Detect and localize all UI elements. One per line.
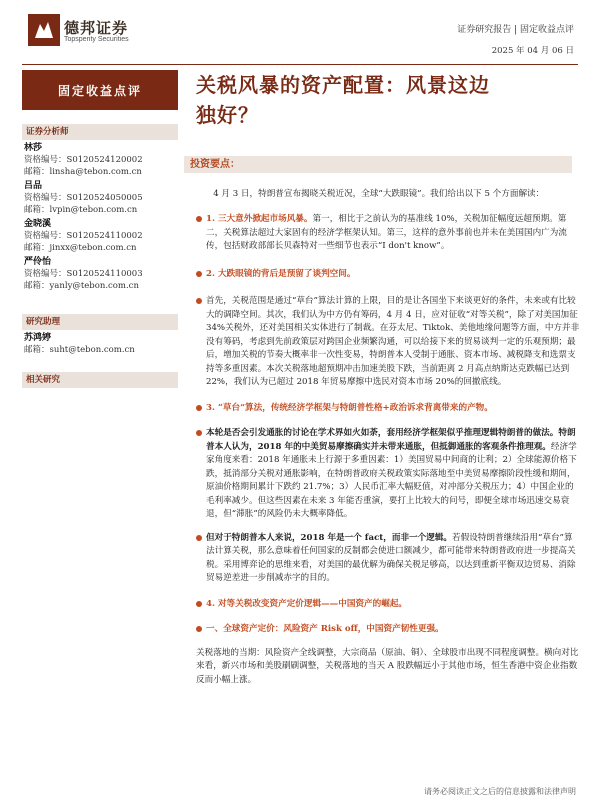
point-3-detail-a-body: 经济学家角度来看：2018 年通胀未上行源于多重因素：1）美国贸易中间商的让利；2）全球能源价格下跌，抵消部分关税对通胀影响，在特朗普政府关税政策实际落地至中美贸易摩擦阶段性缓和期间，原油价格期间累计下跌约 21.7%；3）人民币汇率大幅贬值，对冲部分关税压力；4）中国企业的毛利率减少。但这些因素在未来 3 年能否重演，要打上比较大的问号，即便全球市场迅速交易衰退，但“滞胀”的风险仍未大概率降低。 — [206, 441, 577, 519]
analyst-cert: 资格编号：S0120524110003 — [24, 269, 143, 279]
header-divider — [22, 64, 578, 65]
analyst-cert: 资格编号：S0120524120002 — [24, 155, 143, 165]
analyst-email[interactable]: 邮箱：yanly@tebon.com.cn — [24, 281, 139, 291]
point-2 — [196, 268, 580, 282]
brand-name: 德邦证券 — [64, 19, 129, 37]
point-4-sub-1-body: 关税落地的当期：风险资产全线调整，大宗商品（原油、铜）、全球股市出现不同程度调整。横向对比来看，新兴市场和美股刷刷调整，关税落地的当天 A 股跌幅远小于其他市场，恒生香港中资企业指数反而小幅上涨。 — [196, 647, 579, 685]
analyst-name: 林莎 — [24, 143, 43, 153]
report-type: 证券研究报告 | 固定收益点评 — [457, 25, 574, 35]
point-4 — [196, 598, 580, 612]
sidebar — [22, 70, 178, 790]
assistant-name: 苏鸿婷 — [24, 333, 52, 343]
point-2-detail — [196, 295, 580, 390]
point-1-heading: 1. 三大意外掀起市场风暴。 — [206, 214, 313, 224]
assistant-card — [22, 332, 178, 356]
analyst-email[interactable]: 邮箱：jinxx@tebon.com.cn — [24, 243, 137, 253]
point-3-detail-b — [196, 532, 580, 586]
report-header — [0, 0, 600, 66]
analyst-cert: 资格编号：S0120524050005 — [24, 193, 143, 203]
point-4-sub-1 — [196, 623, 580, 637]
point-3-detail-a-lead: 本轮是否会引发通胀的讨论在学术界如火如荼，套用经济学框架似乎推理逻辑特朗普的做法。特朗普本人认为，2018 年的中美贸易摩擦确实并未带来通胀，但抵御通胀的客观条件推理观。 — [206, 428, 576, 452]
point-4-heading: 4. 对等关税改变资产定价逻辑——中国资产的崛起。 — [206, 598, 408, 609]
brand-logo-icon — [28, 14, 60, 46]
report-date: 2025 年 04 月 06 日 — [491, 46, 574, 56]
bullet-icon — [196, 535, 202, 541]
investment-highlights-heading: 投资要点： — [184, 156, 572, 173]
main-content — [190, 70, 580, 687]
analyst-email[interactable]: 邮箱：linsha@tebon.com.cn — [24, 167, 142, 177]
point-3-detail-a — [196, 427, 580, 522]
analyst-card — [22, 142, 178, 178]
analyst-name: 严伶怡 — [24, 257, 52, 267]
point-2-detail-text: 首先，关税范围是通过“草台”算法计算的上限，目的是让各国坐下来谈更好的条件，未来或有比较大的调降空间。其次，我们认为中方仍有筹码，4 月 4 日，应对征收“对等关税”，除了对美国加征 34%关税外，还对美国相关实体进行了制裁。在芬太尼、Tiktok、美他地缘问题等方面，中方并非没有筹码，考虑到先前政策层对跨国企业频繁沟通，可以给接下来的贸易谈判一定的乐观预期；最后，增加关税的节奏大概率非一次性变易，特朗普本人受制于通胀、资本市场、减税降支和选票支持等多重因素。本次关税落地超预期冲击加速美股下跌，当前距离 2 月高点纳斯达克跌幅已达到 22%，我们认为已超过 2018 年贸易摩擦中选民对资本市场 20%的回撤底线。 — [206, 296, 580, 387]
title-line-1: 关税风暴的资产配置：风景这边 — [196, 73, 490, 97]
analyst-card — [22, 256, 178, 292]
intro-paragraph: 4 月 3 日，特朗普宣布揭晓关税近况，全球“大跌眼镜”。我们给出以下 5 个方面解读： — [213, 189, 545, 199]
bullet-icon — [196, 405, 202, 411]
analyst-card — [22, 218, 178, 254]
point-4-sub-1-heading: 一、全球资产定价：风险资产 Risk off，中国资产韧性更强。 — [206, 624, 444, 634]
bullet-icon — [196, 601, 202, 607]
point-1 — [196, 213, 580, 254]
report-title — [196, 70, 580, 130]
analyst-email[interactable]: 邮箱：lvpin@tebon.com.cn — [24, 205, 138, 215]
assistant-heading: 研究助理 — [22, 314, 178, 330]
bullet-icon — [196, 216, 202, 222]
assistant-email[interactable]: 邮箱：suht@tebon.com.cn — [24, 345, 135, 355]
analyst-name: 吕品 — [24, 181, 43, 191]
analyst-name: 金晓溪 — [24, 219, 52, 229]
analyst-cert: 资格编号：S0120524110002 — [24, 231, 143, 241]
point-1-body: 第一，相比于之前认为的基准线 10%，关税加征幅度远超预期。第二，关税算法超过大家固有的经济学框架认知。第三，这样的意外事前也并未在美国国内广为流传，包括财政部部长贝森特对一些细节也表示“I don't know”。 — [206, 214, 567, 251]
point-3-detail-b-lead: 但对于特朗普本人来说，2018 年是一个 fact，而非一个逻辑。 — [206, 532, 453, 543]
bullet-icon — [196, 298, 202, 304]
point-3-heading: 3. “草台”算法，传统经济学框架与特朗普性格+政治诉求背离带来的产物。 — [206, 402, 493, 413]
point-3 — [196, 402, 580, 416]
bullet-icon — [196, 626, 202, 632]
point-3-detail-b-body: 若假设特朗普继续沿用“草台”算法计算关税，那么意味着任何国家的反制都会使进口额减少，都可能带来特朗普政府进一步提高关税。采用博弈论的思维来看，对美国的最优解为确保关税足够高，以达到重新平衡双边贸易、消除贸易逆差进一步削减赤字的目的。 — [206, 532, 576, 583]
point-2-heading: 2. 大跌眼镜的背后是预留了谈判空间。 — [206, 268, 356, 279]
analyst-heading: 证券分析师 — [22, 124, 178, 140]
footer-disclaimer: 请务必阅读正文之后的信息披露和法律声明 — [424, 787, 576, 796]
analyst-card — [22, 180, 178, 216]
report-category-banner: 固定收益点评 — [22, 70, 178, 110]
title-line-2: 独好？ — [196, 103, 259, 127]
bullet-icon — [196, 430, 202, 436]
bullet-icon — [196, 271, 202, 277]
brand-english-name: Topsperity Securities — [64, 36, 129, 43]
related-research-heading: 相关研究 — [22, 372, 178, 388]
